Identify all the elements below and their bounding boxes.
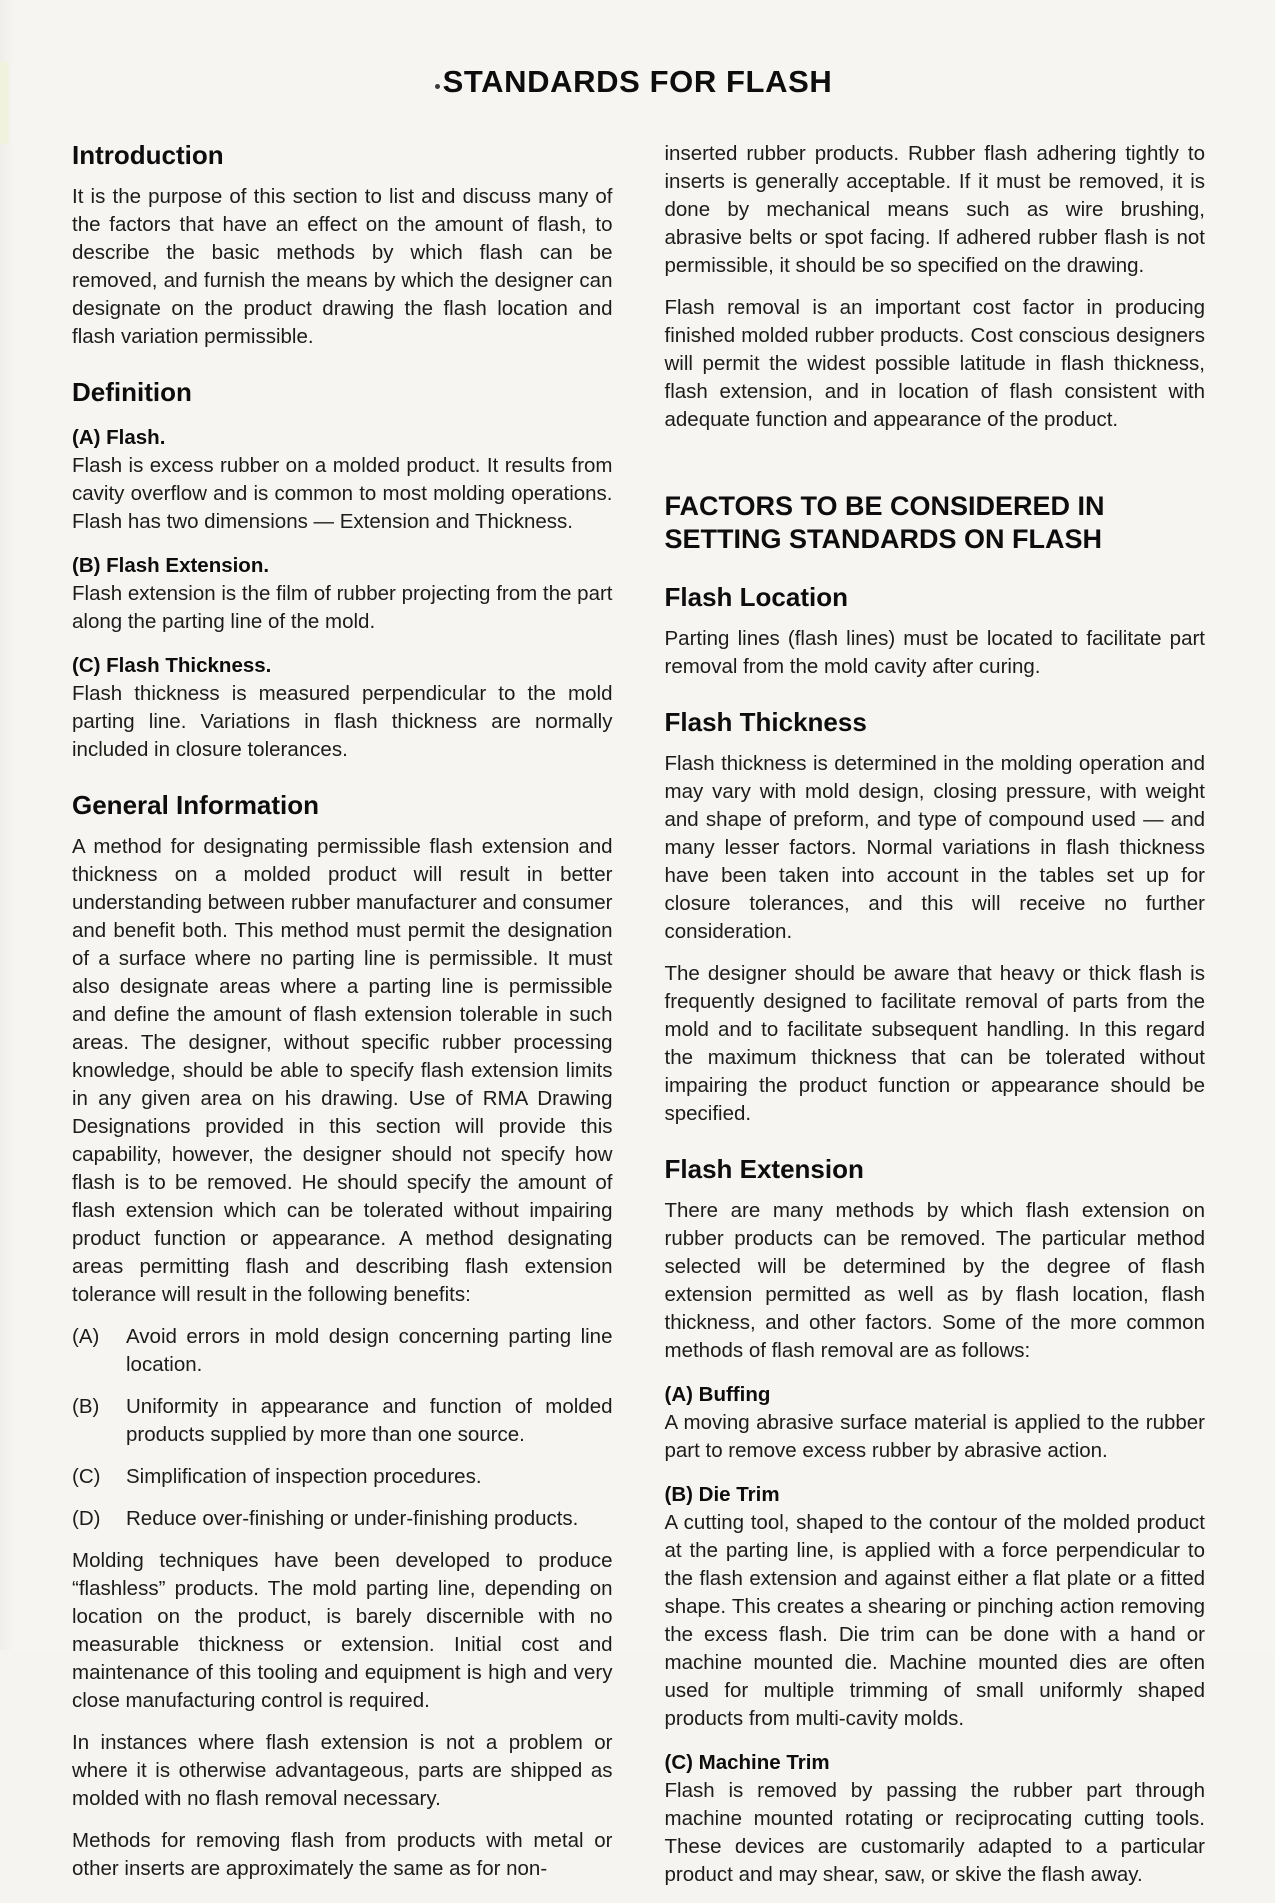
right-column bbox=[665, 126, 1206, 1903]
list-item-label: (B) bbox=[72, 1395, 100, 1418]
subheading-machine-trim: (C) Machine Trim bbox=[664, 1751, 830, 1774]
paragraph-methods-metal-inserts: Methods for removing flash from products with metal or other inserts are approximately the same as for non- bbox=[72, 1829, 613, 1880]
heading-flash-location: Flash Location bbox=[664, 582, 848, 612]
list-item-label: (A) bbox=[72, 1325, 100, 1348]
paragraph-flash-removal-cost: Flash removal is an important cost factor in producing finished molded rubber products. Cost conscious designers will permit the widest possible latitude in flash thickness, flash extension, and in location of flash consistent with adequate function and appearance of the product. bbox=[664, 296, 1205, 431]
paragraph-buffing: A moving abrasive surface material is applied to the rubber part to remove excess rubber by abrasive action. bbox=[664, 1411, 1205, 1462]
subheading-buffing: (A) Buffing bbox=[664, 1383, 771, 1406]
paragraph-flash-thickness-2: The designer should be aware that heavy or thick flash is frequently designed to facilitate removal of parts from the mold and to facilitate subsequent handling. In this regard the maximum thickness that can be tolerated without impairing the product function or appearance should be specified. bbox=[664, 962, 1205, 1125]
list-item-text: Uniformity in appearance and function of molded products supplied by more than one source. bbox=[126, 1395, 613, 1446]
left-column bbox=[72, 126, 613, 1903]
paragraph-flash-not-a-problem: In instances where flash extension is not a problem or where it is otherwise advantageous, parts are shipped as molded with no flash removal necessary. bbox=[72, 1731, 613, 1810]
paragraph-flash-definition: Flash is excess rubber on a molded product. It results from cavity overflow and is common to most molding operations. Flash has two dimensions — Extension and Thickness. bbox=[72, 454, 613, 533]
page-title: STANDARDS FOR FLASH bbox=[442, 64, 833, 99]
list-item-label: (C) bbox=[72, 1465, 101, 1488]
heading-definition: Definition bbox=[72, 377, 192, 407]
list-item-text: Simplification of inspection procedures. bbox=[126, 1465, 482, 1488]
paragraph-flash-extension-methods: There are many methods by which flash extension on rubber products can be removed. The particular method selected will be determined by the degree of flash extension permitted as well as by flash location, flash thickness, and other factors. Some of the more common methods of flash removal are as follows: bbox=[664, 1199, 1205, 1362]
list-item-text: Avoid errors in mold design concerning parting line location. bbox=[126, 1325, 613, 1376]
list-item-benefit-a bbox=[72, 1323, 613, 1379]
heading-flash-extension: Flash Extension bbox=[664, 1154, 864, 1184]
subheading-die-trim: (B) Die Trim bbox=[664, 1483, 780, 1506]
paragraph-introduction: It is the purpose of this section to list and discuss many of the factors that have an effect on the amount of flash, to describe the basic methods by which flash can be removed, and furnish the means by which the designer can designate on the product drawing the flash location and flash variation permissible. bbox=[72, 185, 613, 348]
list-item-benefit-b bbox=[72, 1393, 613, 1449]
list-item-benefit-d bbox=[72, 1505, 613, 1533]
heading-flash-thickness: Flash Thickness bbox=[664, 707, 867, 737]
paragraph-general-information: A method for designating permissible flash extension and thickness on a molded product will result in better understanding between rubber manufacturer and consumer and benefit both. This method must permit the designation of a surface where no parting line is permissible. It must also designate areas where a parting line is permissible and define the amount of flash extension tolerable in such areas. The designer, without specific rubber processing knowledge, should be able to specify flash extension limits in any given area on his drawing. Use of RMA Drawing Designations provided in this section will provide this capability, however, the designer should not specify how flash is to be removed. He should specify the amount of flash extension which can be tolerated without impairing product function or appearance. A method designating areas permitting flash and describing flash extension tolerance will result in the following benefits: bbox=[72, 835, 613, 1306]
paragraph-molding-techniques: Molding techniques have been developed to produce “flashless” products. The mold parting line, depending on location on the product, is barely discernible with no measurable thickness or extension. Initial cost and maintenance of this tooling and equipment is high and very close manufacturing control is required. bbox=[72, 1549, 613, 1712]
list-item-benefit-c bbox=[72, 1463, 613, 1491]
subheading-flash-extension: (B) Flash Extension. bbox=[72, 554, 270, 577]
two-column-layout bbox=[0, 100, 1275, 1903]
list-item-text: Reduce over-finishing or under-finishing products. bbox=[126, 1507, 579, 1530]
scan-edge-tint bbox=[0, 62, 9, 144]
heading-introduction: Introduction bbox=[72, 140, 224, 170]
paragraph-machine-trim: Flash is removed by passing the rubber part through machine mounted rotating or reciprocating cutting tools. These devices are customarily adapted to a particular product and may shear, saw, or skive the flash away. bbox=[664, 1779, 1205, 1886]
paragraph-inserted-products: inserted rubber products. Rubber flash adhering tightly to inserts is generally acceptable. If it must be removed, it is done by mechanical means such as wire brushing, abrasive belts or spot facing. If adhered rubber flash is not permissible, it should be so specified on the drawing. bbox=[664, 142, 1205, 277]
list-item-label: (D) bbox=[72, 1507, 101, 1530]
scan-artifact-dot bbox=[435, 84, 440, 89]
heading-general-information: General Information bbox=[72, 790, 320, 820]
paragraph-flash-extension-definition: Flash extension is the film of rubber projecting from the part along the parting line of the mold. bbox=[72, 582, 613, 633]
paragraph-flash-location: Parting lines (flash lines) must be located to facilitate part removal from the mold cavity after curing. bbox=[664, 627, 1205, 678]
heading-factors-to-be-considered: FACTORS TO BE CONSIDERED IN SETTING STANDARDS ON FLASH bbox=[664, 491, 1105, 554]
paragraph-flash-thickness-definition: Flash thickness is measured perpendicular to the mold parting line. Variations in flash thickness are normally included in closure tolerances. bbox=[72, 682, 613, 761]
paragraph-flash-thickness-1: Flash thickness is determined in the molding operation and may vary with mold design, closing pressure, with weight and shape of preform, and type of compound used — and many lesser factors. Normal variations in flash thickness have been taken into account in the tables set up for closure tolerances, and this will receive no further consideration. bbox=[664, 752, 1205, 943]
paragraph-die-trim: A cutting tool, shaped to the contour of the molded product at the parting line, is applied with a force perpendicular to the flash extension and against either a flat plate or a fitted shape. This creates a shearing or pinching action removing the excess flash. Die trim can be done with a hand or machine mounted die. Machine mounted dies are often used for multiple trimming of small uniformly shaped products from multi-cavity molds. bbox=[664, 1511, 1205, 1730]
subheading-flash-thickness: (C) Flash Thickness. bbox=[72, 654, 272, 677]
subheading-flash: (A) Flash. bbox=[72, 426, 166, 449]
